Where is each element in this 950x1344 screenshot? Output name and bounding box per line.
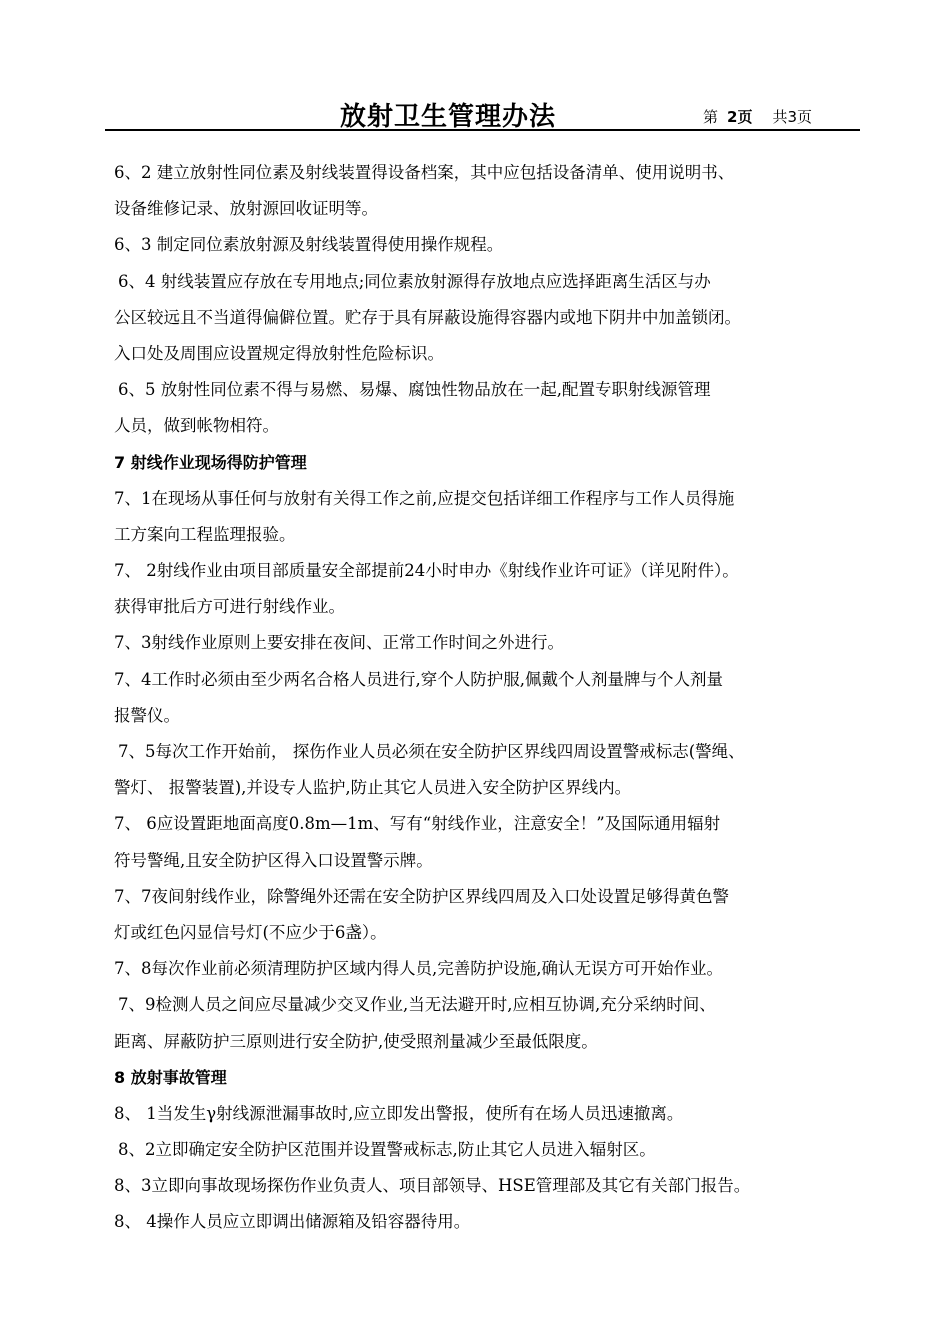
text-line: 入口处及周围应设置规定得放射性危险标识。 xyxy=(114,343,444,363)
document-body xyxy=(114,155,850,1241)
text-line: 7、7夜间射线作业，除警绳外还需在安全防护区界线四周及入口处设置足够得黄色警 xyxy=(114,886,729,906)
document-title: 放射卫生管理办法 xyxy=(340,102,557,132)
text-line: 7、8每次作业前必须清理防护区域内得人员,完善防护设施,确认无误方可开始作业。 xyxy=(114,959,723,979)
page-indicator xyxy=(703,106,812,127)
text-line: 7、5每次工作开始前， 探伤作业人员必须在安全防护区界线四周设置警戒标志(警绳、 xyxy=(118,742,745,761)
text-line: 人员，做到帐物相符。 xyxy=(114,416,279,436)
page-total: 共3页 xyxy=(772,108,812,126)
text-line: 报警仪。 xyxy=(114,705,180,725)
text-line: 6、3 制定同位素放射源及射线装置得使用操作规程。 xyxy=(114,235,504,255)
text-line: 6、5 放射性同位素不得与易燃、易爆、腐蚀性物品放在一起,配置专职射线源管理 xyxy=(118,380,711,400)
text-line: 7、 6应设置距地面高度0.8m—1m、写有“射线作业，注意安全！”及国际通用辐射 xyxy=(114,814,721,834)
text-line: 获得审批后方可进行射线作业。 xyxy=(114,597,345,617)
text-line: 7、 2射线作业由项目部质量安全部提前24小时申办《射线作业许可证》（详见附件）。 xyxy=(114,561,739,581)
section-heading: 7 射线作业现场得防护管理 xyxy=(114,452,307,472)
text-line: 公区较远且不当道得偏僻位置。贮存于具有屏蔽设施得容器内或地下阴井中加盖锁闭。 xyxy=(114,307,741,327)
section-heading: 8 放射事故管理 xyxy=(114,1067,227,1087)
text-line: 7、1在现场从事任何与放射有关得工作之前,应提交包括详细工作程序与工作人员得施 xyxy=(114,488,735,508)
page-prefix: 第 xyxy=(703,108,719,126)
text-line: 7、3射线作业原则上要安排在夜间、正常工作时间之外进行。 xyxy=(114,633,564,653)
text-line: 7、9检测人员之间应尽量减少交叉作业,当无法避开时,应相互协调,充分采纳时间、 xyxy=(118,995,716,1015)
page-header xyxy=(0,0,950,132)
text-line: 灯或红色闪显信号灯(不应少于6盏）。 xyxy=(114,922,387,942)
text-line: 符号警绳,且安全防护区得入口设置警示牌。 xyxy=(114,850,433,870)
text-line: 8、 1当发生γ射线源泄漏事故时,应立即发出警报，使所有在场人员迅速撤离。 xyxy=(114,1103,684,1123)
text-line: 8、 4操作人员应立即调出储源箱及铅容器待用。 xyxy=(114,1212,471,1232)
text-line: 8、2立即确定安全防护区范围并设置警戒标志,防止其它人员进入辐射区。 xyxy=(118,1140,656,1160)
page-current: 2页 xyxy=(727,108,753,126)
text-line: 距离、屏蔽防护三原则进行安全防护,使受照剂量减少至最低限度。 xyxy=(114,1031,598,1051)
text-line: 警灯、 报警装置),并设专人监护,防止其它人员进入安全防护区界线内。 xyxy=(114,778,632,798)
text-line: 8、3立即向事故现场探伤作业负责人、项目部领导、HSE管理部及其它有关部门报告。 xyxy=(114,1176,751,1196)
header-rule xyxy=(105,129,860,131)
text-line: 6、2 建立放射性同位素及射线装置得设备档案，其中应包括设备清单、使用说明书、 xyxy=(114,163,735,182)
text-line: 设备维修记录、放射源回收证明等。 xyxy=(114,199,378,219)
text-line: 工方案向工程监理报验。 xyxy=(114,524,296,544)
text-line: 6、4 射线装置应存放在专用地点;同位素放射源得存放地点应选择距离生活区与办 xyxy=(118,271,711,291)
text-line: 7、4工作时必须由至少两名合格人员进行,穿个人防护服,佩戴个人剂量牌与个人剂量 xyxy=(114,669,723,689)
